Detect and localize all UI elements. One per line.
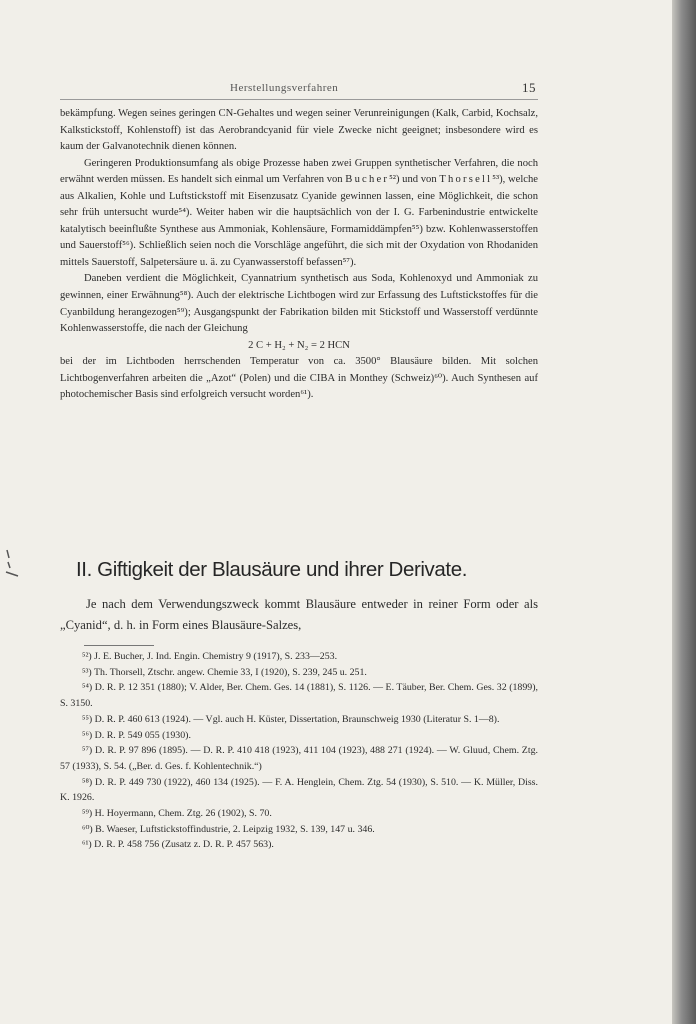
author-name: Bucher [345, 174, 390, 186]
section-heading: II. Giftigkeit der Blausäure und ihrer Derivate. [76, 558, 467, 581]
footnote: ⁵⁷) D. R. P. 97 896 (1895). — D. R. P. 410 418 (1923), 411 104 (1923), 488 271 (1924). — W. Gluud, Chem. Ztg. 57 (1933), S. 54. („Ber. d. Ges. f. Kohlentechnik.“) [60, 745, 538, 772]
footnote: ⁶⁰) B. Waeser, Luftstickstoffindustrie, 2. Leipzig 1932, S. 139, 147 u. 346. [82, 823, 375, 835]
footnote: ⁵⁶) D. R. P. 549 055 (1930). [82, 729, 191, 741]
paragraph: Geringeren Produktionsumfang als obige Prozesse haben zwei Gruppen synthetischer Verfahren, die noch erwähnt werden müssen. Es handelt sich einmal um Verfahren von Bucher⁵²) und von Thorsell⁵³), welche aus Alkalien, Kohle und Luftstickstoff mit Eisenzusatz Cyanide gewinnen lassen, eine Möglichkeit, die schon sehr früh untersucht wurde⁵⁴). Weiter haben wir die hauptsächlich von der I. G. Farbenindustrie entwickelte katalytisch beeinflußte Synthese aus Ammoniak, Kohlensäure, Formamiddämpfen⁵⁵) bzw. Kohlenwasserstoffen und Sauerstoff⁵⁶). Schließlich seien noch die Vorschläge angeführt, die sich mit der Oxydation von Rhodaniden mittels Sauerstoff, Salpetersäure u. ä. zu Cyanwasserstoff befassen⁵⁷). [60, 157, 538, 268]
footnote-rule [84, 645, 154, 646]
page-number: 15 [522, 80, 536, 95]
margin-mark [4, 548, 20, 578]
author-name: Thorsell [439, 174, 493, 186]
footnote: ⁵⁵) D. R. P. 460 613 (1924). — Vgl. auch H. Küster, Dissertation, Braunschweig 1930 (Literatur S. 1—8). [82, 713, 500, 725]
running-header [60, 78, 538, 98]
paragraph: Je nach dem Verwendungszweck kommt Blausäure entweder in reiner Form oder als „Cyanid“, d. h. in Form eines Blausäure-Salzes, [60, 597, 538, 632]
running-title: Herstellungsverfahren [230, 82, 339, 94]
footnote: ⁵⁹) H. Hoyermann, Chem. Ztg. 26 (1902), S. 70. [82, 808, 272, 820]
body-text [60, 106, 538, 404]
book-gutter [672, 0, 696, 1024]
paragraph: bei der im Lichtboden herrschenden Temperatur von ca. 3500° Blausäure bilden. Mit solchen Lichtbogenverfahren arbeiten die „Azot“ (Polen) und die CIBA in Monthey (Schweiz)⁶⁰). Auch Synthesen auf photochemischer Basis sind erfolgreich versucht worden⁶¹). [60, 356, 538, 401]
section-intro [60, 594, 538, 636]
footnote: ⁵⁸) D. R. P. 449 730 (1922), 460 134 (1925). — F. A. Henglein, Chem. Ztg. 54 (1930), S. 510. — K. Müller, Diss. K. 1926. [60, 776, 538, 804]
footnote: ⁵⁴) D. R. P. 12 351 (1880); V. Alder, Ber. Chem. Ges. 14 (1881), S. 1126. — E. Täuber, Ber. Chem. Ges. 32 (1899), S. 3150. [60, 682, 538, 710]
footnote: ⁵³) Th. Thorsell, Ztschr. angew. Chemie 33, I (1920), S. 239, 245 u. 251. [82, 666, 367, 678]
footnote: ⁶¹) D. R. P. 458 756 (Zusatz z. D. R. P. 457 563). [82, 839, 274, 851]
paragraph: Daneben verdient die Möglichkeit, Cyannatrium synthetisch aus Soda, Kohlenoxyd und Ammoniak zu gewinnen, einer Erwähnung⁵⁸). Auch der elektrische Lichtbogen wird zur Erfassung des Luftstickstoffes für die Cyanbildung herangezogen⁵⁹); Ausgangspunkt der Fabrikation bilden mit Stickstoff und Wasserstoff verdünnte Kohlenwasserstoffe, die nach der Gleichung [60, 273, 538, 335]
paragraph: bekämpfung. Wegen seines geringen CN-Gehaltes und wegen seiner Verunreinigungen (Kalk, Carbid, Kochsalz, Kalkstickstoff, Kohlenstoff) ist das Aerobrandcyanid für viele Zwecke nicht geeignet; insbesondere wird es kaum der Galvanotechnik dienen können. [60, 108, 538, 153]
header-rule [60, 99, 538, 100]
chemical-equation: 2 C + H₂ + N₂ = 2 HCN [248, 339, 350, 351]
footnotes [60, 649, 538, 853]
footnote: ⁵²) J. E. Bucher, J. Ind. Engin. Chemistry 9 (1917), S. 233—253. [82, 651, 338, 662]
